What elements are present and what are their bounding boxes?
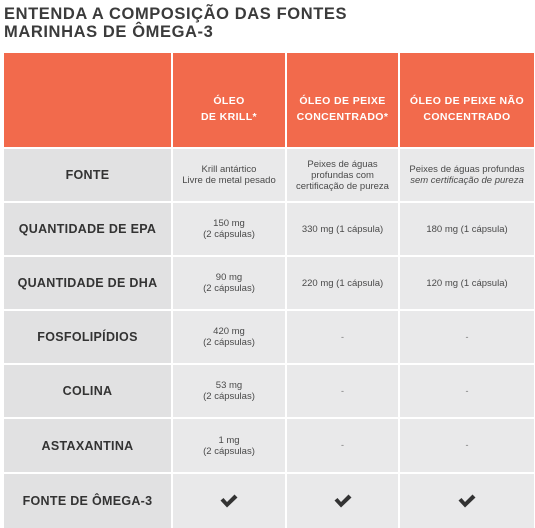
header-fish-concentrated-line2: CONCENTRADO* xyxy=(296,111,389,123)
cell-krill-dha xyxy=(173,257,285,309)
cell-text: 420 mg xyxy=(213,326,245,337)
row-label-epa: QUANTIDADE DE EPA xyxy=(4,203,171,255)
row-label-colina: COLINA xyxy=(4,365,171,417)
cell-text: Livre de metal pesado xyxy=(182,175,276,186)
cell-nao-concentrado-dha: 120 mg (1 cápsula) xyxy=(400,257,534,309)
cell-concentrado-fonte xyxy=(287,149,398,201)
cell-text: profundas com xyxy=(311,169,374,181)
row-label-fonte: FONTE xyxy=(4,149,171,201)
row-label-astaxantina: ASTAXANTINA xyxy=(4,419,171,472)
cell-nao-concentrado-fosfolipidios: - xyxy=(400,311,534,363)
header-krill-line2: DE KRILL* xyxy=(200,111,258,123)
cell-text: Peixes de águas profundas xyxy=(409,164,525,175)
cell-nao-concentrado-fonte xyxy=(400,149,534,201)
cell-text: 1 mg xyxy=(218,434,240,446)
cell-concentrado-astaxantina: - xyxy=(287,419,398,472)
cell-nao-concentrado-astaxantina: - xyxy=(400,419,534,472)
header-fish-non-concentrated-line1: ÓLEO DE PEIXE NÃO xyxy=(409,95,525,107)
cell-krill-fonte xyxy=(173,149,285,201)
check-icon xyxy=(458,494,476,508)
cell-text: 53 mg xyxy=(215,380,243,391)
cell-concentrado-colina: - xyxy=(287,365,398,417)
title-line-2: MARINHAS DE ÔMEGA-3 xyxy=(4,23,214,41)
header-fish-non-concentrated-line2: CONCENTRADO xyxy=(423,111,511,123)
header-krill xyxy=(173,53,285,147)
cell-text: (2 cápsulas) xyxy=(203,337,255,348)
cell-text: 150 mg xyxy=(213,218,245,229)
cell-text: certificação de pureza xyxy=(296,180,389,192)
cell-krill-astaxantina xyxy=(173,419,285,472)
cell-krill-colina xyxy=(173,365,285,417)
row-label-fonte-omega3: FONTE DE ÔMEGA-3 xyxy=(4,474,171,528)
check-icon xyxy=(220,494,238,508)
cell-text: Krill antártico xyxy=(201,164,257,175)
cell-concentrado-epa: 330 mg (1 cápsula) xyxy=(287,203,398,255)
row-label-dha: QUANTIDADE DE DHA xyxy=(4,257,171,309)
header-fish-concentrated-line1: ÓLEO DE PEIXE xyxy=(299,95,386,107)
cell-concentrado-dha: 220 mg (1 cápsula) xyxy=(287,257,398,309)
header-fish-concentrated xyxy=(287,53,398,147)
cell-text: 90 mg xyxy=(215,272,243,283)
title-line-1: ENTENDA A COMPOSIÇÃO DAS FONTES xyxy=(4,5,348,23)
cell-text: sem certificação de pureza xyxy=(410,175,524,186)
check-icon xyxy=(334,494,352,508)
cell-nao-concentrado-epa: 180 mg (1 cápsula) xyxy=(400,203,534,255)
cell-krill-fosfolipidios xyxy=(173,311,285,363)
cell-krill-epa xyxy=(173,203,285,255)
comparison-table xyxy=(4,53,534,528)
header-fish-non-concentrated xyxy=(400,53,534,147)
cell-text: (2 cápsulas) xyxy=(203,391,255,402)
cell-text: (2 cápsulas) xyxy=(203,445,255,457)
header-krill-line1: ÓLEO xyxy=(213,95,245,107)
cell-concentrado-fosfolipidios: - xyxy=(287,311,398,363)
cell-text: (2 cápsulas) xyxy=(203,283,255,294)
row-label-fosfolipidios: FOSFOLIPÍDIOS xyxy=(4,311,171,363)
page-title xyxy=(4,5,524,41)
cell-text: (2 cápsulas) xyxy=(203,229,255,240)
cell-text: Peixes de águas xyxy=(307,158,378,170)
header-empty-cell xyxy=(4,53,171,147)
cell-nao-concentrado-colina: - xyxy=(400,365,534,417)
